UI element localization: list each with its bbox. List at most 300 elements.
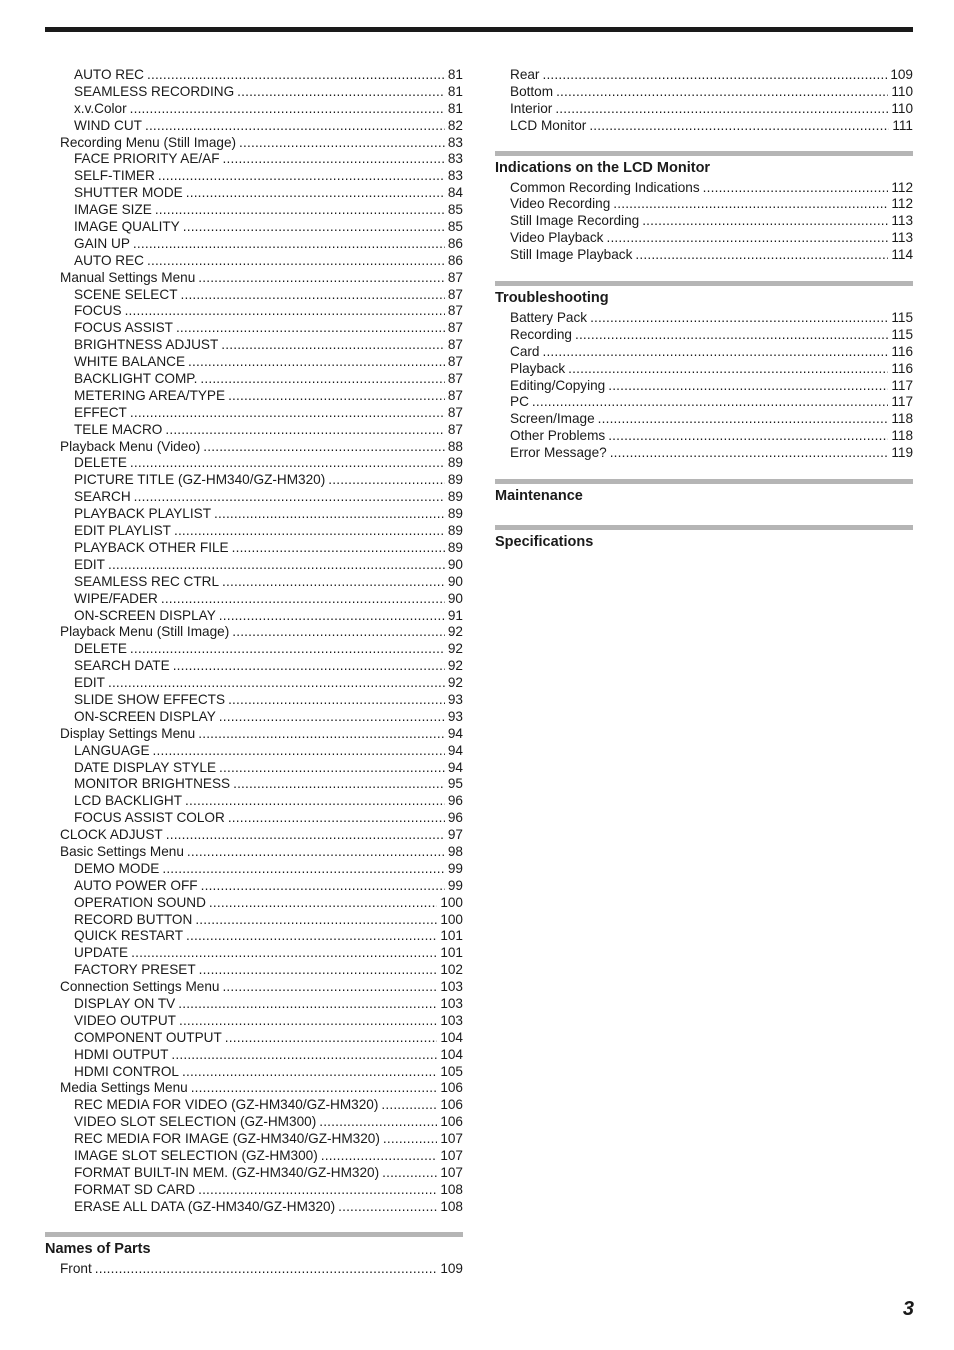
toc-entry-label: QUICK RESTART bbox=[74, 928, 184, 944]
dot-leader bbox=[703, 180, 889, 197]
dot-leader bbox=[147, 67, 445, 84]
toc-entry-page: 92 bbox=[447, 658, 463, 674]
dot-leader bbox=[179, 1013, 437, 1030]
dot-leader bbox=[319, 1114, 437, 1131]
toc-entry-label: IMAGE SLOT SELECTION (GZ-HM300) bbox=[74, 1148, 318, 1163]
toc-entry[interactable] bbox=[495, 180, 913, 197]
toc-entry[interactable] bbox=[45, 1064, 463, 1081]
dot-leader bbox=[542, 344, 888, 361]
toc-entry-label: Editing/Copying bbox=[510, 377, 606, 393]
toc-entry-page: 87 bbox=[447, 371, 463, 387]
toc-section bbox=[495, 151, 913, 264]
dot-leader bbox=[225, 1030, 438, 1047]
toc-entry[interactable] bbox=[45, 354, 463, 371]
toc-entry[interactable] bbox=[45, 574, 463, 591]
dot-leader bbox=[173, 658, 445, 675]
toc-entry-label: ON-SCREEN DISPLAY bbox=[74, 607, 216, 623]
toc-entry-page: 113 bbox=[891, 230, 913, 246]
toc-entry-label: Still Image Recording bbox=[510, 213, 640, 229]
toc-entry[interactable] bbox=[45, 591, 463, 608]
toc-entry-page: 85 bbox=[447, 202, 463, 218]
toc-entry-page: 98 bbox=[447, 843, 463, 859]
toc-entry-label: HDMI CONTROL bbox=[74, 1063, 179, 1079]
toc-entry[interactable] bbox=[495, 361, 913, 378]
toc-entry-page: 89 bbox=[447, 489, 463, 505]
toc-entry-page: 96 bbox=[447, 810, 463, 826]
toc-entry-page: 90 bbox=[447, 556, 463, 572]
toc-entry-page: 117 bbox=[891, 377, 913, 393]
toc-entry-label: Common Recording Indications bbox=[510, 179, 700, 195]
toc-entry[interactable] bbox=[45, 1148, 463, 1165]
toc-entry-page: 119 bbox=[891, 445, 913, 461]
toc-entry[interactable] bbox=[45, 760, 463, 777]
dot-leader bbox=[228, 388, 445, 405]
toc-entry[interactable] bbox=[495, 101, 913, 118]
toc-entry-page: 109 bbox=[890, 67, 913, 82]
toc-entry[interactable] bbox=[45, 388, 463, 405]
toc-entry-label: FORMAT BUILT-IN MEM. (GZ-HM340/GZ-HM320) bbox=[74, 1164, 380, 1180]
toc-entry-page: 111 bbox=[892, 117, 913, 133]
toc-entry-label: x.v.Color bbox=[74, 100, 127, 116]
toc-entry-label: WIPE/FADER bbox=[74, 590, 158, 606]
dot-leader bbox=[186, 185, 445, 202]
toc-entry[interactable] bbox=[45, 151, 463, 168]
toc-entry[interactable] bbox=[45, 608, 463, 625]
dot-leader bbox=[131, 945, 437, 962]
toc-entry[interactable] bbox=[495, 247, 913, 264]
toc-entry-page: 90 bbox=[447, 590, 463, 606]
toc-entry[interactable] bbox=[495, 428, 913, 445]
dot-leader bbox=[232, 540, 445, 557]
toc-entry[interactable] bbox=[45, 861, 463, 878]
toc-entry[interactable] bbox=[45, 979, 463, 996]
toc-entry[interactable] bbox=[45, 1080, 463, 1097]
toc-entry-page: 104 bbox=[440, 1029, 463, 1045]
toc-entry-label: Playback Menu (Video) bbox=[60, 438, 201, 454]
toc-entry[interactable] bbox=[45, 692, 463, 709]
toc-entry[interactable] bbox=[495, 378, 913, 395]
toc-entry[interactable] bbox=[45, 371, 463, 388]
toc-entry-page: 87 bbox=[447, 269, 463, 285]
toc-entry-label: PLAYBACK OTHER FILE bbox=[74, 539, 229, 555]
toc-entry-label: WHITE BALANCE bbox=[74, 354, 186, 370]
dot-leader bbox=[176, 320, 445, 337]
toc-entry-label: COMPONENT OUTPUT bbox=[74, 1029, 222, 1045]
dot-leader bbox=[153, 743, 445, 760]
toc-entry-page: 83 bbox=[447, 151, 463, 167]
dot-leader bbox=[590, 310, 888, 327]
toc-entry[interactable] bbox=[45, 422, 463, 439]
dot-leader bbox=[589, 118, 889, 135]
toc-entry-page: 101 bbox=[440, 945, 463, 961]
toc-entry[interactable] bbox=[45, 793, 463, 810]
toc-entry-page: 94 bbox=[447, 759, 463, 775]
toc-entry[interactable] bbox=[45, 1013, 463, 1030]
dot-leader bbox=[328, 472, 445, 489]
toc-entry[interactable] bbox=[45, 776, 463, 793]
dot-leader bbox=[165, 422, 445, 439]
toc-entry-page: 89 bbox=[447, 472, 463, 488]
toc-entry-label: Playback Menu (Still Image) bbox=[60, 624, 230, 640]
toc-entry-label: DELETE bbox=[74, 641, 127, 657]
toc-entry-label: SHUTTER MODE bbox=[74, 185, 183, 201]
toc-entry-page: 86 bbox=[447, 252, 463, 268]
toc-entry-page: 117 bbox=[891, 394, 913, 410]
toc-entry-page: 92 bbox=[447, 675, 463, 691]
toc-entry[interactable] bbox=[45, 996, 463, 1013]
dot-leader bbox=[201, 878, 445, 895]
toc-entry-label: AUTO POWER OFF bbox=[74, 877, 198, 893]
toc-entry[interactable] bbox=[45, 439, 463, 456]
dot-leader bbox=[147, 253, 445, 270]
toc-entry[interactable] bbox=[45, 253, 463, 270]
toc-entry-page: 89 bbox=[447, 455, 463, 471]
dot-leader bbox=[233, 776, 445, 793]
toc-entry-label: Front bbox=[60, 1260, 92, 1276]
toc-entry-label: Recording bbox=[510, 326, 572, 342]
dot-leader bbox=[200, 371, 444, 388]
toc-entry[interactable] bbox=[45, 928, 463, 945]
toc-entry-page: 107 bbox=[440, 1131, 463, 1147]
dot-leader bbox=[108, 557, 445, 574]
dot-leader bbox=[158, 168, 445, 185]
toc-entry-page: 113 bbox=[891, 213, 913, 229]
toc-entry[interactable] bbox=[45, 405, 463, 422]
toc-entry-page: 108 bbox=[440, 1181, 463, 1197]
toc-entry-page: 87 bbox=[447, 387, 463, 403]
toc-entry[interactable] bbox=[45, 236, 463, 253]
toc-entry[interactable] bbox=[45, 1199, 463, 1216]
dot-leader bbox=[145, 118, 445, 135]
toc-entry-label: WIND CUT bbox=[74, 117, 142, 133]
dot-leader bbox=[133, 236, 445, 253]
toc-entry-label: SEARCH bbox=[74, 489, 131, 505]
toc-entry-label: Video Recording bbox=[510, 196, 611, 212]
toc-entry[interactable] bbox=[45, 135, 463, 152]
toc-entry-label: Media Settings Menu bbox=[60, 1080, 188, 1096]
toc-entry-label: FOCUS bbox=[74, 303, 122, 319]
toc-entry[interactable] bbox=[45, 1261, 463, 1278]
toc-entry[interactable] bbox=[495, 310, 913, 327]
dot-leader bbox=[198, 270, 445, 287]
toc-entry-label: SELF-TIMER bbox=[74, 168, 155, 184]
dot-leader bbox=[613, 196, 888, 213]
toc-entry-page: 107 bbox=[440, 1164, 463, 1180]
toc-entry-page: 89 bbox=[447, 523, 463, 539]
dot-leader bbox=[161, 591, 445, 608]
toc-entry[interactable] bbox=[45, 1131, 463, 1148]
toc-entry-page: 94 bbox=[447, 725, 463, 741]
toc-entry-label: EDIT bbox=[74, 675, 105, 691]
dot-leader bbox=[228, 810, 445, 827]
toc-entry-label: AUTO REC bbox=[74, 252, 144, 268]
toc-entry-page: 83 bbox=[447, 168, 463, 184]
toc-entry-page: 106 bbox=[440, 1114, 463, 1130]
dot-leader bbox=[575, 327, 888, 344]
toc-entry-label: RECORD BUTTON bbox=[74, 911, 193, 927]
toc-entry-label: IMAGE QUALITY bbox=[74, 219, 180, 235]
toc-section bbox=[495, 525, 913, 554]
toc-entry-label: LCD Monitor bbox=[510, 117, 587, 133]
dot-leader bbox=[219, 709, 445, 726]
dot-leader bbox=[191, 1080, 438, 1097]
dot-leader bbox=[237, 84, 445, 101]
toc-entry-page: 84 bbox=[447, 185, 463, 201]
toc-entry[interactable] bbox=[45, 185, 463, 202]
toc-entry-label: Playback bbox=[510, 360, 566, 376]
toc-entry[interactable] bbox=[45, 489, 463, 506]
toc-entry-label: Manual Settings Menu bbox=[60, 269, 196, 285]
toc-entry[interactable] bbox=[45, 320, 463, 337]
toc-entry-label: REC MEDIA FOR IMAGE (GZ-HM340/GZ-HM320) bbox=[74, 1131, 380, 1147]
toc-entry[interactable] bbox=[45, 1182, 463, 1199]
toc-entry-label: REC MEDIA FOR VIDEO (GZ-HM340/GZ-HM320) bbox=[74, 1097, 379, 1113]
toc-entry-page: 82 bbox=[447, 117, 463, 133]
dot-leader bbox=[182, 1064, 437, 1081]
toc-entry-label: PICTURE TITLE (GZ-HM340/GZ-HM320) bbox=[74, 472, 326, 488]
toc-entry[interactable] bbox=[45, 962, 463, 979]
dot-leader bbox=[221, 337, 445, 354]
toc-entry-label: MONITOR BRIGHTNESS bbox=[74, 776, 231, 792]
toc-entry-label: UPDATE bbox=[74, 945, 129, 961]
toc-entry-label: Battery Pack bbox=[510, 310, 588, 326]
toc-entry-page: 100 bbox=[440, 911, 463, 927]
dot-leader bbox=[183, 219, 445, 236]
toc-entry-label: VIDEO SLOT SELECTION (GZ-HM300) bbox=[74, 1114, 317, 1130]
toc-entry-page: 81 bbox=[447, 100, 463, 116]
toc-entry[interactable] bbox=[45, 219, 463, 236]
toc-entry[interactable] bbox=[45, 709, 463, 726]
toc-entry-page: 102 bbox=[440, 962, 463, 978]
toc-entry-page: 103 bbox=[440, 1012, 463, 1028]
toc-entry[interactable] bbox=[45, 641, 463, 658]
toc-entry-label: Bottom bbox=[510, 83, 554, 99]
toc-entry-label: Card bbox=[510, 343, 540, 359]
page-number: 3 bbox=[902, 1298, 914, 1320]
toc-entry[interactable] bbox=[45, 67, 463, 84]
section-title[interactable]: Names of Parts bbox=[45, 1240, 151, 1257]
dot-leader bbox=[610, 445, 889, 462]
toc-entry-page: 115 bbox=[891, 326, 913, 342]
toc-entry-label: ERASE ALL DATA (GZ-HM340/GZ-HM320) bbox=[74, 1198, 336, 1214]
dot-leader bbox=[134, 489, 445, 506]
toc-entry-page: 87 bbox=[447, 354, 463, 370]
toc-entry[interactable] bbox=[45, 878, 463, 895]
toc-entry-page: 100 bbox=[440, 894, 463, 910]
dot-leader bbox=[228, 692, 445, 709]
dot-leader bbox=[232, 624, 445, 641]
toc-entry[interactable] bbox=[45, 827, 463, 844]
toc-entry-page: 90 bbox=[447, 573, 463, 589]
dot-leader bbox=[130, 101, 445, 118]
toc-entry[interactable] bbox=[495, 327, 913, 344]
section-title[interactable]: Specifications bbox=[495, 534, 594, 551]
toc-entry[interactable] bbox=[495, 84, 913, 101]
toc-entry[interactable] bbox=[45, 168, 463, 185]
toc-entry-label: DATE DISPLAY STYLE bbox=[74, 759, 217, 775]
toc-entry-label: HDMI OUTPUT bbox=[74, 1046, 169, 1062]
dot-leader bbox=[209, 895, 437, 912]
toc-entry-page: 99 bbox=[447, 860, 463, 876]
toc-entry[interactable] bbox=[45, 523, 463, 540]
dot-leader bbox=[166, 827, 445, 844]
toc-entry-label: Video Playback bbox=[510, 230, 604, 246]
toc-entry-page: 105 bbox=[440, 1063, 463, 1079]
toc-entry[interactable] bbox=[45, 270, 463, 287]
toc-entry-page: 118 bbox=[891, 411, 913, 427]
toc-entry[interactable] bbox=[45, 506, 463, 523]
toc-entry-label: Error Message? bbox=[510, 445, 607, 461]
toc-entry[interactable] bbox=[45, 1047, 463, 1064]
toc-entry-page: 103 bbox=[440, 995, 463, 1011]
toc-entry-page: 83 bbox=[447, 134, 463, 150]
toc-entry-page: 92 bbox=[447, 641, 463, 657]
dot-leader bbox=[130, 455, 445, 472]
dot-leader bbox=[321, 1148, 438, 1165]
toc-entry[interactable] bbox=[495, 213, 913, 230]
toc-entry[interactable] bbox=[495, 230, 913, 247]
dot-leader bbox=[95, 1261, 438, 1278]
toc-entry-label: FOCUS ASSIST bbox=[74, 320, 173, 336]
dot-leader bbox=[203, 439, 445, 456]
toc-entry-page: 93 bbox=[447, 708, 463, 724]
toc-entry-page: 110 bbox=[891, 83, 913, 99]
toc-entry[interactable] bbox=[495, 445, 913, 462]
toc-entry[interactable] bbox=[495, 196, 913, 213]
toc-entry-page: 86 bbox=[447, 235, 463, 251]
top-rule bbox=[45, 27, 913, 32]
toc-entry-page: 85 bbox=[447, 219, 463, 235]
toc-entry-label: EDIT bbox=[74, 556, 105, 572]
toc-entry[interactable] bbox=[495, 411, 913, 428]
toc-entry[interactable] bbox=[45, 84, 463, 101]
toc-entry-page: 94 bbox=[447, 742, 463, 758]
toc-entry[interactable] bbox=[45, 945, 463, 962]
toc-entry-page: 89 bbox=[447, 539, 463, 555]
toc-entry[interactable] bbox=[45, 743, 463, 760]
toc-entry[interactable] bbox=[45, 202, 463, 219]
dot-leader bbox=[556, 84, 888, 101]
toc-left-column bbox=[45, 67, 463, 1277]
section-title[interactable]: Troubleshooting bbox=[495, 290, 609, 307]
toc-entry[interactable] bbox=[45, 1165, 463, 1182]
dot-leader bbox=[608, 378, 888, 395]
toc-right-column bbox=[495, 67, 913, 554]
toc-entry[interactable] bbox=[45, 303, 463, 320]
toc-entry[interactable] bbox=[495, 118, 913, 135]
dot-leader bbox=[381, 1097, 437, 1114]
toc-entry[interactable] bbox=[45, 455, 463, 472]
dot-leader bbox=[555, 101, 888, 118]
dot-leader bbox=[598, 411, 889, 428]
toc-entry[interactable] bbox=[45, 118, 463, 135]
toc-entry[interactable] bbox=[45, 101, 463, 118]
toc-section bbox=[45, 1232, 463, 1278]
dot-leader bbox=[568, 361, 888, 378]
toc-entry-page: 81 bbox=[447, 83, 463, 99]
toc-entry-page: 87 bbox=[447, 421, 463, 437]
dot-leader bbox=[188, 354, 445, 371]
toc-entry-label: Basic Settings Menu bbox=[60, 843, 184, 859]
toc-entry-label: Connection Settings Menu bbox=[60, 979, 220, 995]
toc-entry[interactable] bbox=[45, 287, 463, 304]
toc-entry-page: 87 bbox=[447, 404, 463, 420]
toc-entry-label: PC bbox=[510, 394, 529, 410]
toc-entry-label: FACTORY PRESET bbox=[74, 962, 196, 978]
toc-entry-page: 87 bbox=[447, 320, 463, 336]
toc-entry-page: 92 bbox=[447, 624, 463, 640]
dot-leader bbox=[532, 394, 888, 411]
toc-entry-page: 109 bbox=[440, 1260, 463, 1276]
toc-entry[interactable] bbox=[45, 472, 463, 489]
toc-entry-page: 106 bbox=[440, 1080, 463, 1096]
toc-section bbox=[495, 479, 913, 508]
toc-entry-label: Other Problems bbox=[510, 428, 606, 444]
toc-entry[interactable] bbox=[495, 394, 913, 411]
toc-entry[interactable] bbox=[495, 344, 913, 361]
toc-entry-page: 116 bbox=[891, 360, 913, 376]
toc-entry-label: ON-SCREEN DISPLAY bbox=[74, 708, 216, 724]
toc-entry[interactable] bbox=[45, 895, 463, 912]
toc-entry-page: 108 bbox=[440, 1198, 463, 1214]
toc-entry[interactable] bbox=[45, 1097, 463, 1114]
section-title[interactable]: Maintenance bbox=[495, 488, 583, 505]
toc-entry-label: CLOCK ADJUST bbox=[60, 827, 163, 843]
toc-entry-label: FACE PRIORITY AE/AF bbox=[74, 151, 220, 167]
dot-leader bbox=[198, 726, 445, 743]
toc-entry-label: LANGUAGE bbox=[74, 742, 150, 758]
toc-entry[interactable] bbox=[45, 624, 463, 641]
toc-entry-page: 114 bbox=[891, 247, 913, 263]
toc-entry[interactable] bbox=[45, 337, 463, 354]
toc-entry-page: 106 bbox=[440, 1097, 463, 1113]
toc-entry-label: Rear bbox=[510, 67, 540, 82]
toc-entry-label: FOCUS ASSIST COLOR bbox=[74, 810, 225, 826]
toc-entry-label: Display Settings Menu bbox=[60, 725, 196, 741]
section-title[interactable]: Indications on the LCD Monitor bbox=[495, 159, 711, 176]
toc-entry[interactable] bbox=[495, 67, 913, 84]
dot-leader bbox=[155, 202, 445, 219]
toc-entry[interactable] bbox=[45, 675, 463, 692]
dot-leader bbox=[174, 523, 445, 540]
toc-entry-page: 118 bbox=[891, 428, 913, 444]
toc-entry[interactable] bbox=[45, 1030, 463, 1047]
dot-leader bbox=[382, 1165, 437, 1182]
dot-leader bbox=[186, 928, 437, 945]
toc-entry[interactable] bbox=[45, 557, 463, 574]
toc-entry-label: BRIGHTNESS ADJUST bbox=[74, 337, 219, 353]
toc-entry[interactable] bbox=[45, 726, 463, 743]
dot-leader bbox=[542, 67, 887, 84]
dot-leader bbox=[222, 979, 437, 996]
toc-entry-label: DEMO MODE bbox=[74, 860, 160, 876]
toc-entry[interactable] bbox=[45, 844, 463, 861]
dot-leader bbox=[130, 405, 445, 422]
dot-leader bbox=[187, 844, 445, 861]
dot-leader bbox=[130, 641, 445, 658]
dot-leader bbox=[108, 675, 445, 692]
dot-leader bbox=[195, 912, 437, 929]
toc-entry-page: 101 bbox=[440, 928, 463, 944]
toc-entry[interactable] bbox=[45, 658, 463, 675]
toc-entry-page: 112 bbox=[891, 196, 913, 212]
toc-entry-page: 97 bbox=[447, 827, 463, 843]
toc-entry[interactable] bbox=[45, 1114, 463, 1131]
toc-entry[interactable] bbox=[45, 912, 463, 929]
toc-entry[interactable] bbox=[45, 810, 463, 827]
toc-entry[interactable] bbox=[45, 540, 463, 557]
dot-leader bbox=[383, 1131, 437, 1148]
